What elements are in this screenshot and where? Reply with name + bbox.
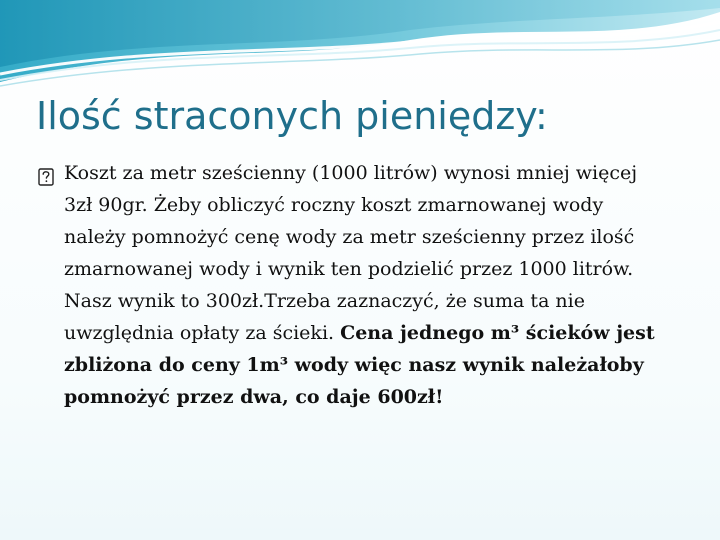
slide-title: Ilość straconych pieniędzy: [36,94,548,138]
decorative-wave-header [0,0,720,90]
paragraph-bold-text: Cena jednego m³ ścieków jest zbliżona do ceny 1m³ wody więc nasz wynik należałoby pomnożyć przez dwa, co daje 600zł! [64,322,655,408]
bullet-paragraph [38,157,668,413]
paragraph-normal-text: Koszt za metr sześcienny (1000 litrów) wynosi mniej więcej 3zł 90gr. Żeby obliczyć roczny koszt zmarnowanej wody należy pomnożyć cenę wody za metr sześcienny przez ilość zmarnowanej wody i wynik ten podzielić przez 1000 litrów. Nasz wynik to 300zł.Trzeba zaznaczyć, że suma ta nie uwzględnia opłaty za ścieki. [64,162,638,344]
slide-body [38,157,668,413]
missing-glyph-icon [38,164,54,182]
paragraph-text [64,157,668,413]
